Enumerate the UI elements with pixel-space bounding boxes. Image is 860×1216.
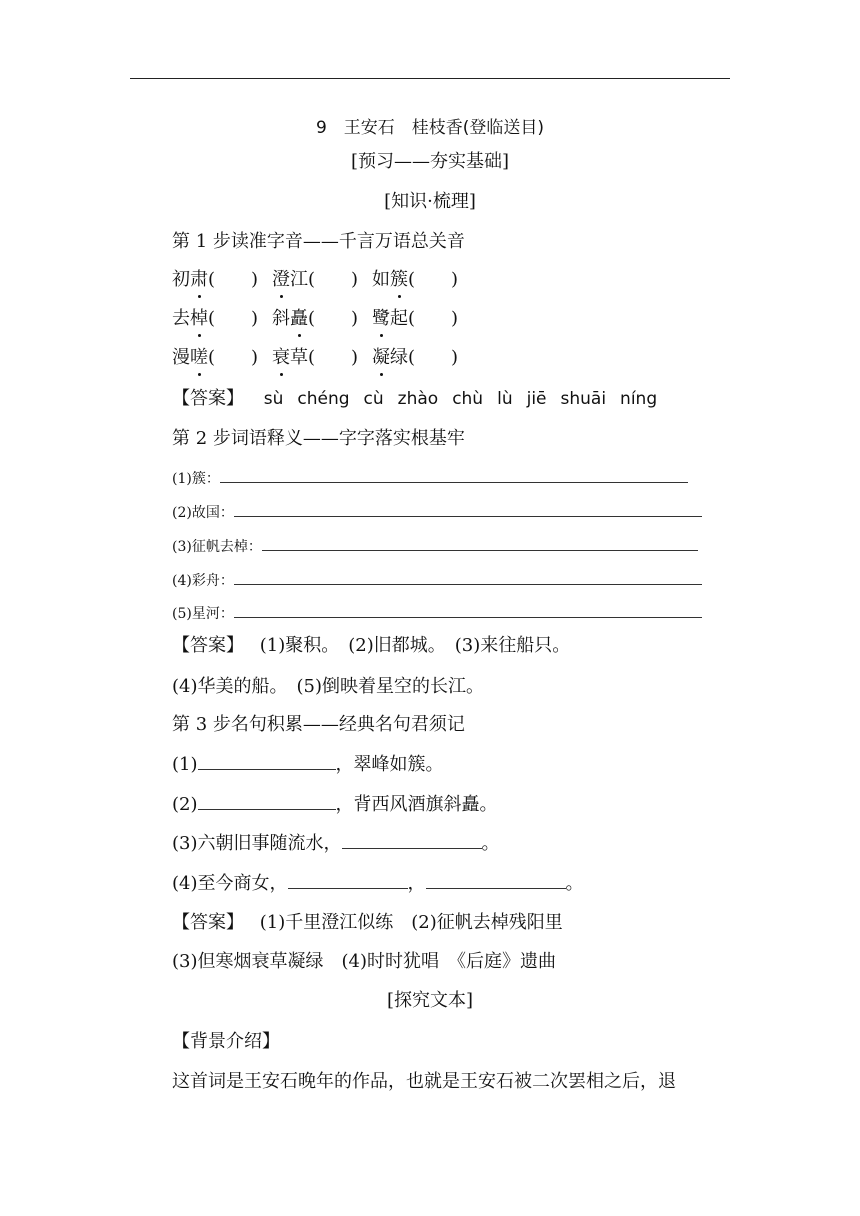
pinyin-answer: sù	[263, 389, 284, 409]
word-char: 初	[172, 269, 190, 290]
pronunciation-word	[272, 346, 359, 370]
section-knowledge-heading: [知识·梳理]	[384, 191, 476, 212]
target-char: 衰	[272, 347, 290, 368]
step3-answer-2: (3)但寒烟衰草凝绿 (4)时时犹唱 《后庭》遗曲	[172, 951, 556, 972]
fill-blank[interactable]	[198, 753, 336, 770]
answer-parentheses[interactable]: ( )	[208, 347, 259, 368]
word-char: 斜	[272, 308, 290, 329]
step3-answer-text: (1)千里澄江似练 (2)征帆去棹残阳里	[259, 912, 563, 933]
fill-blank[interactable]	[262, 534, 698, 551]
pinyin-answer: shuāi	[560, 389, 607, 409]
target-char: 澄	[272, 269, 290, 290]
lesson-title: 9 王安石 桂枝香(登临送目)	[315, 118, 545, 138]
pinyin-answer: níng	[620, 389, 658, 409]
step2-heading: 第 2 步词语释义——字字落实根基牢	[172, 428, 465, 449]
answer-parentheses[interactable]: ( )	[408, 269, 459, 290]
item-suffix: 。	[565, 873, 584, 894]
pronunciation-row-1	[172, 268, 472, 292]
word-char: 漫	[172, 347, 190, 368]
header-rule	[130, 78, 730, 79]
item-suffix: ，翠峰如簇。	[335, 754, 444, 775]
item-prefix: (2)	[172, 794, 198, 815]
word-char: 如	[372, 269, 390, 290]
pinyin-answer: chù	[452, 389, 484, 409]
step2-item-5	[172, 601, 702, 626]
pronunciation-row-2	[172, 307, 472, 331]
fill-blank[interactable]	[288, 872, 408, 889]
step2-answer-1	[172, 634, 570, 658]
item-suffix: ，背西风酒旗斜矗。	[335, 794, 498, 815]
answer-parentheses[interactable]: ( )	[408, 347, 459, 368]
step3-item-4	[172, 872, 584, 896]
step3-heading: 第 3 步名句积累——经典名句君须记	[172, 714, 465, 735]
answer-parentheses[interactable]: ( )	[308, 347, 359, 368]
pronunciation-word	[172, 346, 259, 370]
target-char: 棹	[190, 308, 208, 329]
word-char: 起	[390, 308, 408, 329]
target-char: 鹭	[372, 308, 390, 329]
item-prefix: (3)六朝旧事随流水，	[172, 833, 342, 854]
item-suffix: 。	[481, 833, 500, 854]
pronunciation-word	[372, 346, 459, 370]
fill-blank[interactable]	[426, 872, 566, 889]
pronunciation-word	[372, 307, 459, 331]
step2-item-3	[172, 534, 698, 559]
step2-item-1	[172, 466, 688, 491]
fill-blank[interactable]	[234, 568, 702, 585]
step1-heading: 第 1 步读准字音——千言万语总关音	[172, 231, 465, 252]
word-char: 去	[172, 308, 190, 329]
pronunciation-word	[372, 268, 459, 292]
fill-blank[interactable]	[234, 500, 702, 517]
pinyin-answers	[250, 388, 657, 409]
step2-answer-2: (4)华美的船。 (5)倒映着星空的长江。	[172, 676, 484, 697]
item-prefix: (4)至今商女，	[172, 873, 288, 894]
pronunciation-word	[272, 268, 359, 292]
step1-answer	[172, 387, 657, 411]
fill-blank[interactable]	[234, 601, 702, 618]
step2-item-4	[172, 568, 702, 593]
section-preview-heading: [预习——夯实基础]	[350, 151, 510, 172]
pinyin-answer: jiē	[526, 389, 547, 409]
answer-parentheses[interactable]: ( )	[208, 269, 259, 290]
section-explore-heading: [探究文本]	[386, 990, 474, 1011]
target-char: 矗	[290, 308, 308, 329]
answer-label: 【答案】	[172, 388, 244, 409]
item-prefix: (1)	[172, 754, 198, 775]
word-char: 绿	[390, 347, 408, 368]
pronunciation-row-3	[172, 346, 472, 370]
fill-blank[interactable]	[220, 466, 688, 483]
answer-parentheses[interactable]: ( )	[408, 308, 459, 329]
step2-item-label: (2)故国：	[172, 505, 234, 521]
pinyin-answer: chéng	[297, 389, 350, 409]
step2-item-label: (4)彩舟：	[172, 573, 234, 589]
target-char: 簇	[390, 269, 408, 290]
background-text: 这首词是王安石晚年的作品，也就是王安石被二次罢相之后，退	[172, 1071, 676, 1092]
step2-answer-text: (1)聚积。 (2)旧都城。 (3)来往船只。	[259, 635, 571, 656]
answer-label: 【答案】	[172, 912, 244, 933]
item-middle: ，	[407, 873, 426, 894]
target-char: 嗟	[190, 347, 208, 368]
answer-parentheses[interactable]: ( )	[208, 308, 259, 329]
step3-item-3	[172, 832, 500, 856]
step2-item-2	[172, 500, 702, 525]
fill-blank[interactable]	[342, 832, 482, 849]
step3-answer-1	[172, 911, 563, 935]
target-char: 凝	[372, 347, 390, 368]
pinyin-answer: cù	[363, 389, 384, 409]
word-char: 江	[290, 269, 308, 290]
pronunciation-word	[272, 307, 359, 331]
fill-blank[interactable]	[198, 793, 336, 810]
pronunciation-word	[172, 307, 259, 331]
word-char: 草	[290, 347, 308, 368]
step3-item-2	[172, 793, 498, 817]
answer-parentheses[interactable]: ( )	[308, 308, 359, 329]
step2-item-label: (5)星河：	[172, 606, 234, 622]
step3-item-1	[172, 753, 444, 777]
step2-item-label: (3)征帆去棹：	[172, 539, 262, 555]
pinyin-answer: lù	[497, 389, 513, 409]
pinyin-answer: zhào	[397, 389, 439, 409]
answer-parentheses[interactable]: ( )	[308, 269, 359, 290]
background-heading: 【背景介绍】	[172, 1031, 280, 1052]
answer-label: 【答案】	[172, 635, 244, 656]
step2-item-label: (1)簇：	[172, 471, 220, 487]
target-char: 肃	[190, 269, 208, 290]
pronunciation-word	[172, 268, 259, 292]
